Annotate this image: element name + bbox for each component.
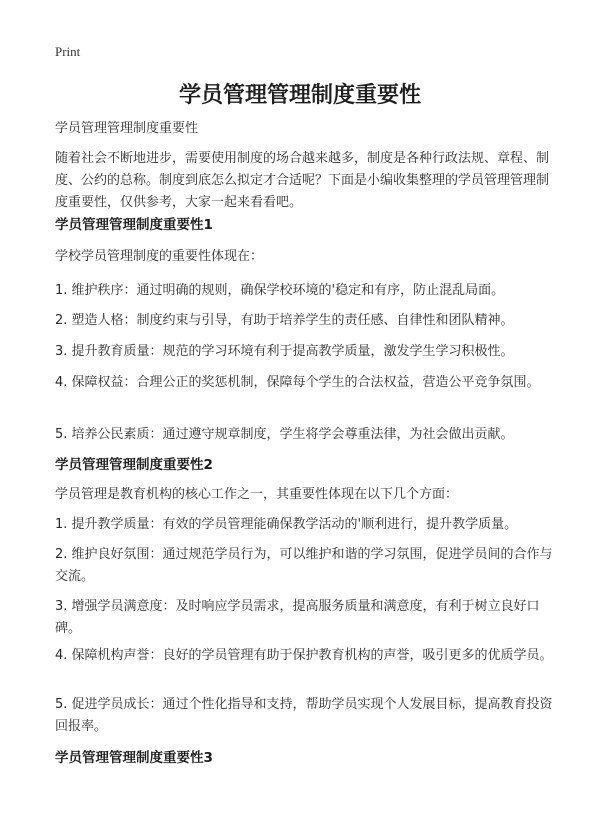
list-item: 3. 增强学员满意度：及时响应学员需求，提高服务质量和满意度，有利于树立良好口碑。 — [55, 599, 540, 636]
intro-paragraph: 随着社会不断地进步，需要使用制度的场合越来越多，制度是各种行政法规、章程、制度、公约的总称。制度到底怎么拟定才合适呢？下面是小编收集整理的学员管理管理制度重要性，仅供参考，大家一起来看看吧。 — [55, 151, 550, 210]
section-heading-2: 学员管理管理制度重要性2 — [55, 457, 213, 473]
document-subtitle: 学员管理管理制度重要性 — [55, 121, 199, 136]
list-item: 2. 维护良好氛围：通过规范学员行为，可以维护和谐的学习氛围，促进学员间的合作与交流。 — [55, 547, 553, 584]
list-item: 3. 提升教育质量：规范的学习环境有利于提高教学质量，激发学生学习积极性。 — [55, 344, 514, 359]
section-lead-2: 学员管理是教育机构的核心工作之一，其重要性体现在以下几个方面： — [55, 487, 459, 502]
list-item: 1. 维护秩序：通过明确的规则，确保学校环境的'稳定和有序，防止混乱局面。 — [55, 283, 505, 298]
list-item: 2. 塑造人格：制度约束与引导，有助于培养学生的责任感、自律性和团队精神。 — [55, 313, 514, 328]
section-lead-1: 学校学员管理制度的重要性体现在： — [55, 249, 264, 264]
list-item: 4. 保障机构声誉：良好的学员管理有助于保护教育机构的声誉，吸引更多的优质学员。 — [55, 648, 553, 663]
section-heading-3: 学员管理管理制度重要性3 — [55, 750, 213, 766]
print-link[interactable]: Print — [55, 44, 81, 59]
list-item: 1. 提升教学质量：有效的学员管理能确保教学活动的'顺利进行，提升教学质量。 — [55, 517, 518, 532]
list-item: 4. 保障权益：合理公正的奖惩机制，保障每个学生的合法权益，营造公平竞争氛围。 — [55, 375, 540, 390]
list-item: 5. 促进学员成长：通过个性化指导和支持，帮助学员实现个人发展目标，提高教育投资回报率。 — [55, 697, 553, 734]
page-title: 学员管理管理制度重要性 — [178, 83, 421, 108]
list-item: 5. 培养公民素质：通过遵守规章制度，学生将学会尊重法律，为社会做出贡献。 — [55, 427, 514, 442]
section-heading-1: 学员管理管理制度重要性1 — [55, 217, 213, 233]
